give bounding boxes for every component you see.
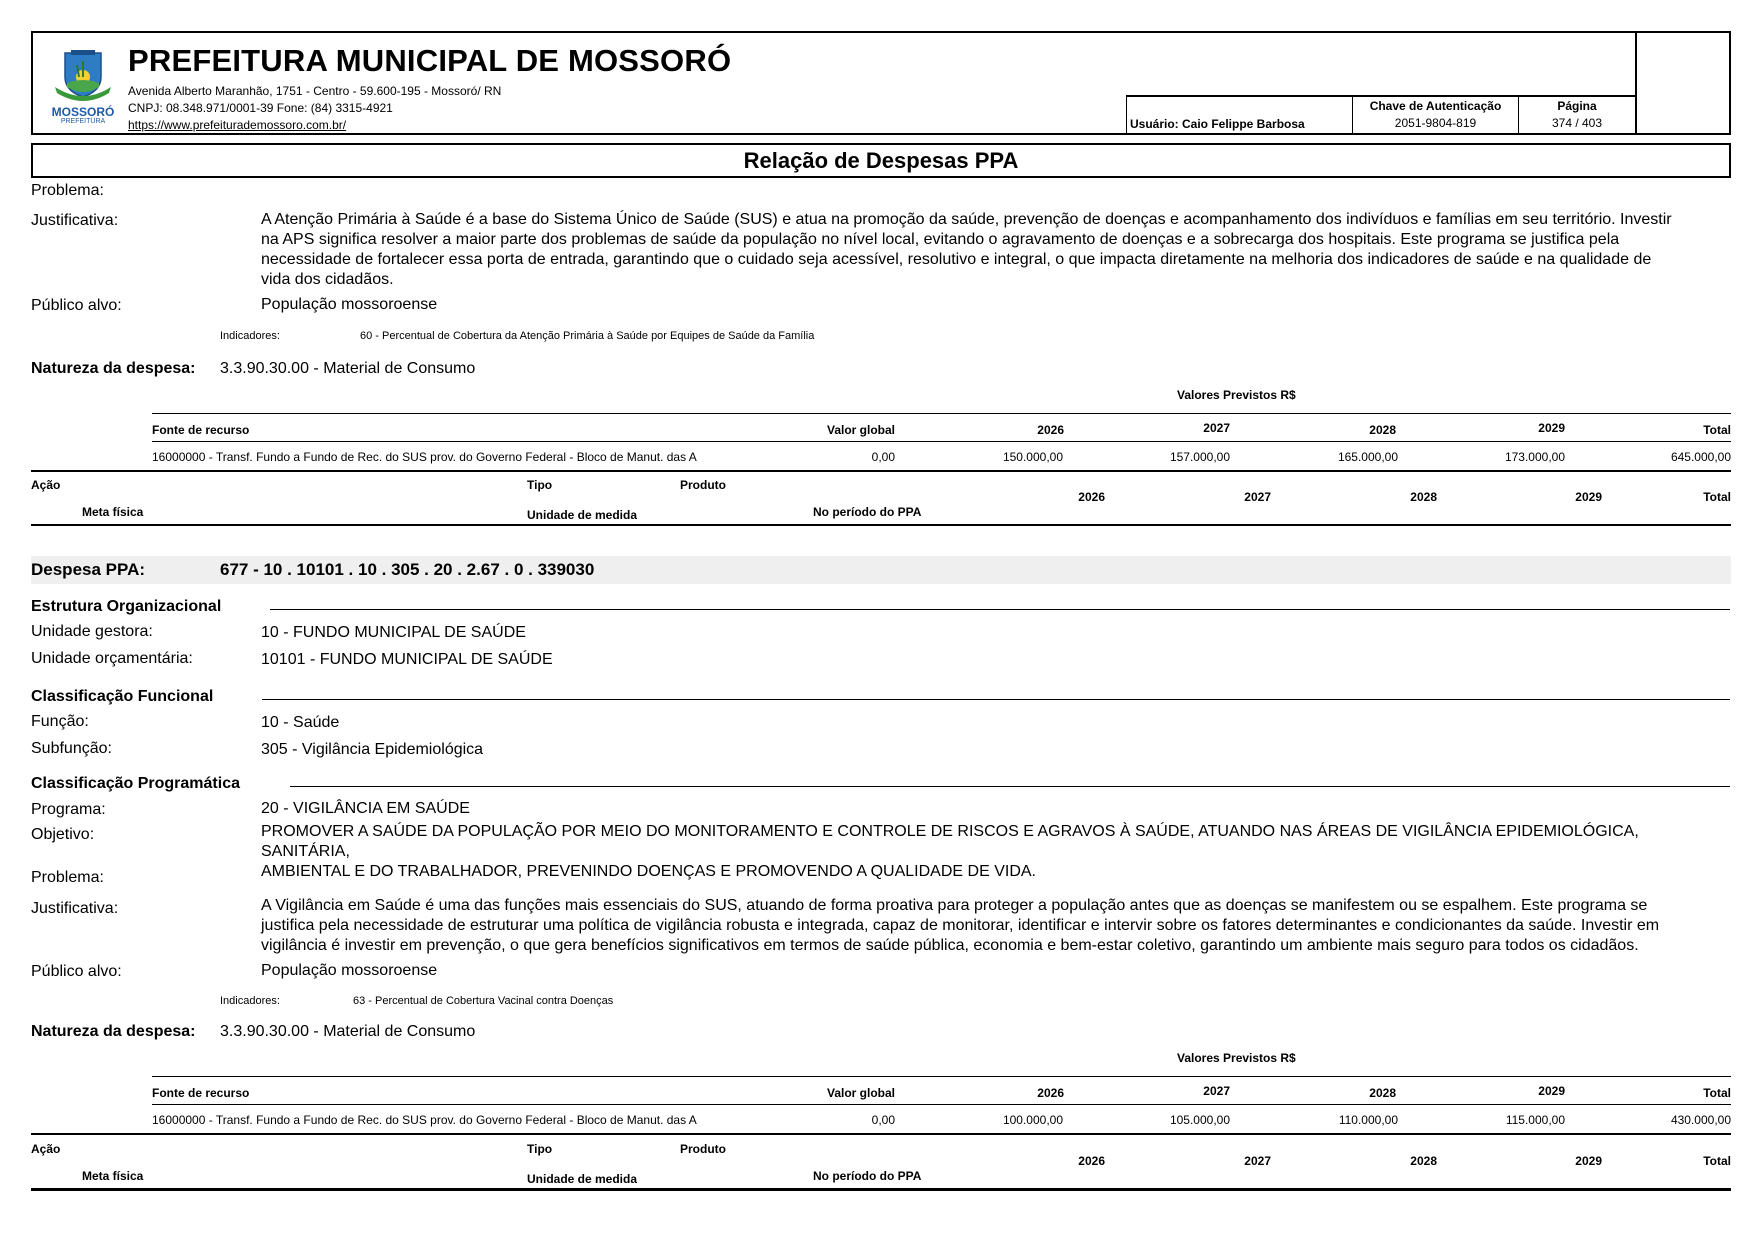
col-total-header: Total — [1703, 423, 1731, 437]
table-rule — [152, 413, 1731, 414]
page-number: 374 / 403 — [1551, 116, 1603, 130]
organization-address: Avenida Alberto Maranhão, 1751 - Centro - 59.600-195 - Mossoró/ RN — [128, 84, 502, 98]
fonte-row-2028: 110.000,00 — [1338, 1113, 1398, 1127]
table-rule — [31, 470, 1731, 472]
programa-label: Programa: — [31, 801, 106, 818]
col-2028-header: 2028 — [1369, 423, 1396, 437]
funcao-label: Função: — [31, 713, 89, 730]
table-rule — [31, 1133, 1731, 1135]
fonte-row-2028: 165.000,00 — [1337, 450, 1398, 464]
section-rule — [290, 786, 1730, 787]
organization-name: PREFEITURA MUNICIPAL DE MOSSORÓ — [128, 43, 732, 78]
fonte-row-2026: 100.000,00 — [1002, 1113, 1063, 1127]
unidade-medida-header: Unidade de medida — [527, 1172, 638, 1186]
justificativa-text — [261, 896, 1731, 956]
acao-2029-header: 2029 — [1575, 490, 1602, 504]
produto-header: Produto — [680, 1142, 726, 1156]
table-rule — [152, 441, 1731, 442]
col-fonte-header: Fonte de recurso — [152, 1086, 250, 1100]
funcao-value: 10 - Saúde — [261, 714, 340, 731]
justificativa-label: Justificativa: — [31, 900, 119, 917]
justificativa-line: justifica pela necessidade de estruturar uma política de vigilância robusta e integrada, capaz de monitorar, identificar e intervir sobre os fatores determinantes e condicionantes da saúde. Investir em — [261, 917, 1660, 934]
justificativa-line: A Vigilância em Saúde é uma das funções mais essenciais do SUS, atuando de forma proativa para proteger a população antes que as doenças se manifestem ou se espalhem. Este programa se — [261, 897, 1648, 914]
fonte-row-2027: 157.000,00 — [1169, 450, 1230, 464]
natureza-label: Natureza da despesa: — [31, 1023, 196, 1040]
meta-fisica-header: Meta física — [82, 1169, 144, 1183]
section-rule — [262, 699, 1730, 700]
col-2026-header: 2026 — [1037, 423, 1064, 437]
municipality-logo — [43, 47, 123, 127]
col-valor-global-header: Valor global — [826, 423, 895, 437]
produto-header: Produto — [680, 478, 726, 492]
natureza-label: Natureza da despesa: — [31, 360, 196, 377]
fonte-row-name: 16000000 - Transf. Fundo a Fundo de Rec. do SUS prov. do Governo Federal - Bloco de Manut. das A — [152, 450, 697, 464]
acao-2027-header: 2027 — [1244, 1154, 1271, 1168]
justificativa-label: Justificativa: — [31, 212, 119, 229]
fonte-row-name: 16000000 - Transf. Fundo a Fundo de Rec. do SUS prov. do Governo Federal - Bloco de Manut. das A — [152, 1113, 697, 1127]
acao-total-header: Total — [1703, 490, 1731, 504]
unidade-gestora-label: Unidade gestora: — [31, 623, 153, 640]
auth-key-label: Chave de Autenticação — [1369, 99, 1502, 113]
report-header — [31, 31, 1731, 135]
acao-2028-header: 2028 — [1410, 490, 1437, 504]
programa-value: 20 - VIGILÂNCIA EM SAÚDE — [261, 800, 470, 817]
subfuncao-label: Subfunção: — [31, 740, 112, 757]
col-2029-header: 2029 — [1538, 421, 1565, 435]
unidade-orcamentaria-value: 10101 - FUNDO MUNICIPAL DE SAÚDE — [261, 651, 553, 668]
meta-fisica-header: Meta física — [82, 505, 144, 519]
indicadores-value: 60 - Percentual de Cobertura da Atenção Primária à Saúde por Equipes de Saúde da Família — [360, 330, 815, 342]
justificativa-text — [261, 210, 1731, 290]
unidade-gestora-value: 10 - FUNDO MUNICIPAL DE SAÚDE — [261, 624, 526, 641]
col-total-header: Total — [1703, 1086, 1731, 1100]
logo-subtitle: PREFEITURA — [60, 118, 106, 125]
objetivo-line: AMBIENTAL E DO TRABALHADOR, PREVENINDO DOENÇAS E PROMOVENDO A QUALIDADE DE VIDA. — [261, 863, 1036, 880]
indicadores-value: 63 - Percentual de Cobertura Vacinal contra Doenças — [353, 995, 614, 1007]
table-rule — [152, 1076, 1731, 1077]
auth-key-box — [1352, 95, 1518, 135]
unidade-orcamentaria-label: Unidade orçamentária: — [31, 650, 193, 667]
despesa-ppa-code: 677 - 10 . 10101 . 10 . 305 . 20 . 2.67 . 0 . 339030 — [220, 560, 595, 579]
col-fonte-header: Fonte de recurso — [152, 423, 250, 437]
valores-previstos-title: Valores Previstos R$ — [1177, 388, 1296, 402]
problema-label: Problema: — [31, 869, 104, 886]
fonte-row-valor-global: 0,00 — [871, 1113, 895, 1127]
subfuncao-value: 305 - Vigilância Epidemiológica — [261, 741, 484, 758]
report-title: Relação de Despesas PPA — [31, 143, 1731, 178]
unidade-medida-header: Unidade de medida — [527, 508, 638, 522]
fonte-row-2029: 173.000,00 — [1504, 450, 1565, 464]
justificativa-line: necessidade de fortalecer essa porta de entrada, garantindo que o cuidado seja acessível, resolutivo e integral, o que impacta diretamente na melhoria dos indicadores de saúde e na qualidade de — [261, 251, 1652, 268]
acao-2026-header: 2026 — [1078, 490, 1105, 504]
tipo-header: Tipo — [527, 1142, 553, 1156]
periodo-ppa-header: No período do PPA — [813, 1169, 922, 1183]
despesa-ppa-label: Despesa PPA: — [31, 560, 146, 579]
logo-wordmark: MOSSORÓ — [51, 105, 115, 119]
fonte-row-2026: 150.000,00 — [1002, 450, 1063, 464]
justificativa-line: vida dos cidadãos. — [261, 271, 394, 288]
despesa-ppa-bar — [31, 556, 1731, 584]
user-box — [1126, 95, 1352, 135]
acao-2026-header: 2026 — [1078, 1154, 1105, 1168]
auth-key-value: 2051-9804-819 — [1394, 116, 1477, 130]
publico-alvo-value: População mossoroense — [261, 296, 438, 313]
section-classificacao-programatica: Classificação Programática — [31, 775, 240, 792]
problema-label: Problema: — [31, 182, 104, 199]
table-rule — [31, 1188, 1731, 1191]
natureza-value: 3.3.90.30.00 - Material de Consumo — [220, 1023, 476, 1040]
section-classificacao-funcional: Classificação Funcional — [31, 688, 214, 705]
objetivo-text — [261, 822, 1731, 882]
acao-2029-header: 2029 — [1575, 1154, 1602, 1168]
table-rule — [31, 524, 1731, 526]
col-valor-global-header: Valor global — [826, 1086, 895, 1100]
col-2027-header: 2027 — [1203, 1084, 1230, 1098]
fonte-row-total: 645.000,00 — [1670, 450, 1731, 464]
section-estrutura-organizacional: Estrutura Organizacional — [31, 598, 222, 615]
objetivo-line: PROMOVER A SAÚDE DA POPULAÇÃO POR MEIO DO MONITORAMENTO E CONTROLE DE RISCOS E AGRAVOS À SAÚDE, ATUANDO NAS ÁREAS DE VIGILÂNCIA EPIDEMIOLÓGICA, SANITÁRIA, — [261, 823, 1639, 860]
user-name: Usuário: Caio Felippe Barbosa — [1130, 117, 1305, 131]
section-rule — [270, 609, 1730, 610]
fonte-row-2027: 105.000,00 — [1169, 1113, 1230, 1127]
organization-website-link[interactable]: https://www.prefeiturademossoro.com.br/ — [128, 118, 347, 132]
tipo-header: Tipo — [527, 478, 553, 492]
acao-header: Ação — [31, 478, 61, 492]
coat-of-arms-icon — [43, 47, 123, 103]
col-2026-header: 2026 — [1037, 1086, 1064, 1100]
periodo-ppa-header: No período do PPA — [813, 505, 922, 519]
publico-alvo-label: Público alvo: — [31, 963, 122, 980]
col-2029-header: 2029 — [1538, 1084, 1565, 1098]
acao-total-header: Total — [1703, 1154, 1731, 1168]
acao-2027-header: 2027 — [1244, 490, 1271, 504]
header-divider — [1635, 33, 1637, 135]
indicadores-label: Indicadores: — [220, 330, 280, 342]
acao-2028-header: 2028 — [1410, 1154, 1437, 1168]
valores-previstos-title: Valores Previstos R$ — [1177, 1051, 1296, 1065]
justificativa-line: A Atenção Primária à Saúde é a base do Sistema Único de Saúde (SUS) e atua na promoção da saúde, prevenção de doenças e acompanhamento dos indivíduos e famílias em seu território. Investir — [261, 211, 1672, 228]
acao-header: Ação — [31, 1142, 61, 1156]
page-label: Página — [1557, 99, 1597, 113]
justificativa-line: na APS significa resolver a maior parte dos problemas de saúde da população no nível local, evitando o agravamento de doenças e a sobrecarga dos hospitais. Este programa se justifica pela — [261, 231, 1620, 248]
indicadores-label: Indicadores: — [220, 995, 280, 1007]
natureza-value: 3.3.90.30.00 - Material de Consumo — [220, 360, 476, 377]
organization-cnpj-phone: CNPJ: 08.348.971/0001-39 Fone: (84) 3315-4921 — [128, 101, 393, 115]
page-box — [1518, 95, 1635, 135]
fonte-row-valor-global: 0,00 — [871, 450, 895, 464]
justificativa-line: vigilância é investir em prevenção, o que gera benefícios significativos em termos de saúde pública, economia e bem-estar coletivo, garantindo um ambiente mais seguro para todos os cidadãos. — [261, 937, 1639, 954]
publico-alvo-value: População mossoroense — [261, 962, 438, 979]
publico-alvo-label: Público alvo: — [31, 297, 122, 314]
col-2027-header: 2027 — [1203, 421, 1230, 435]
objetivo-label: Objetivo: — [31, 826, 95, 843]
fonte-row-2029: 115.000,00 — [1505, 1113, 1565, 1127]
table-rule — [152, 1104, 1731, 1105]
col-2028-header: 2028 — [1369, 1086, 1396, 1100]
fonte-row-total: 430.000,00 — [1670, 1113, 1731, 1127]
